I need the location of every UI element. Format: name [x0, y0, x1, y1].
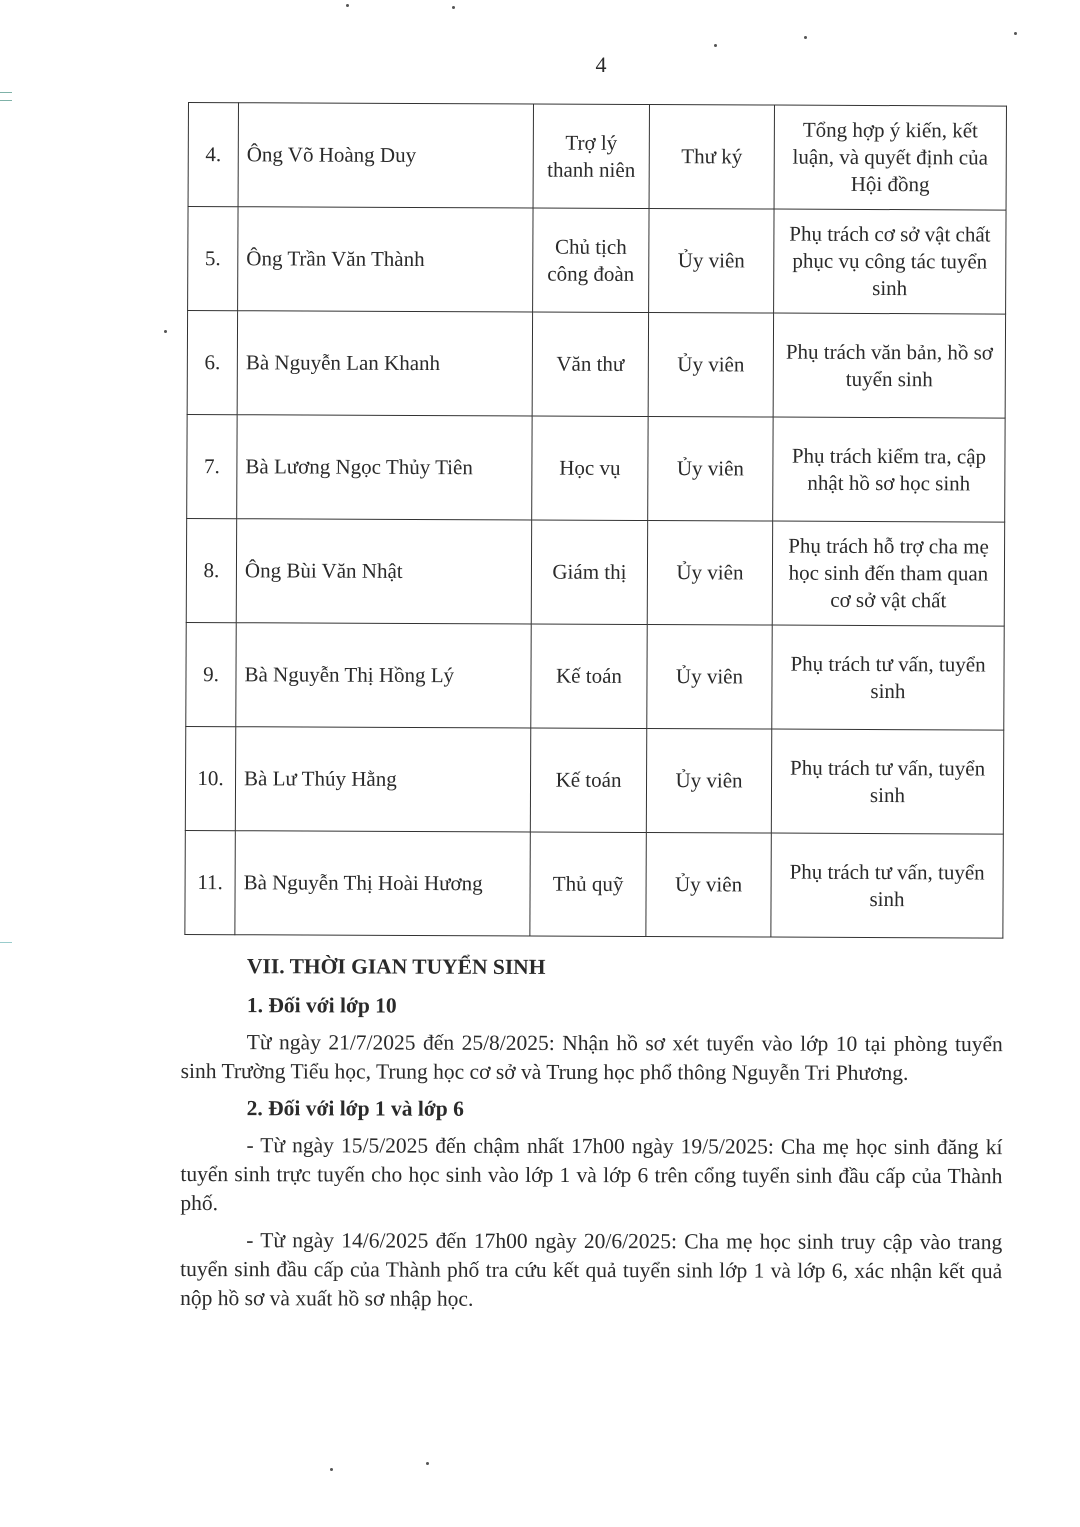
member-role: Ủy viên — [646, 833, 771, 938]
scan-speck — [714, 44, 717, 47]
member-name: Bà Nguyễn Thị Hoài Hương — [235, 831, 530, 936]
row-number: 8. — [186, 518, 236, 622]
member-name: Bà Nguyễn Lan Khanh — [237, 311, 532, 416]
scan-speck — [452, 6, 455, 9]
member-name: Bà Nguyễn Thị Hồng Lý — [236, 623, 531, 728]
member-task: Phụ trách văn bản, hồ sơ tuyển sinh — [773, 313, 1005, 418]
table-row — [187, 414, 1005, 522]
scan-speck — [330, 1468, 333, 1471]
row-number: 6. — [187, 311, 237, 415]
row-number: 9. — [186, 622, 236, 726]
paragraph-online-registration: - Từ ngày 15/5/2025 đến chậm nhất 17h00 ngày 19/5/2025: Cha mẹ học sinh đăng kí tuyển sinh trực tuyến cho học sinh vào lớp 1 và lớp 6 trên cổng tuyển sinh đầu cấp của Thành phố. — [180, 1133, 1003, 1216]
scan-speck — [804, 36, 807, 39]
member-role: Thư ký — [649, 105, 774, 210]
admission-schedule-section — [180, 952, 1003, 1323]
member-position: Thủ quỹ — [530, 832, 646, 937]
member-role: Ủy viên — [649, 209, 774, 314]
table-row — [186, 622, 1004, 730]
table-row — [185, 830, 1003, 938]
row-number: 5. — [188, 207, 238, 311]
paragraph-grade-10: Từ ngày 21/7/2025 đến 25/8/2025: Nhận hồ sơ xét tuyển vào lớp 10 tại phòng tuyển sinh Trường Tiểu học, Trung học cơ sở và Trung học phổ thông Nguyễn Tri Phương. — [180, 1030, 1003, 1085]
member-task: Phụ trách hỗ trợ cha mẹ học sinh đến tham quan cơ sở vật chất — [772, 521, 1004, 626]
member-name: Ông Võ Hoàng Duy — [238, 103, 533, 208]
member-position: Giám thị — [531, 520, 647, 625]
margin-mark — [0, 100, 12, 101]
row-number: 7. — [187, 414, 237, 518]
subsection-heading-grade-10: 1. Đối với lớp 10 — [246, 993, 397, 1018]
member-position: Học vụ — [532, 416, 648, 521]
member-task: Tổng hợp ý kiến, kết luận, và quyết định của Hội đồng — [774, 105, 1006, 210]
member-task: Phụ trách tư vấn, tuyển sinh — [771, 833, 1003, 938]
scan-speck — [1014, 32, 1017, 35]
margin-mark — [0, 92, 12, 93]
section-heading: VII. THỜI GIAN TUYỂN SINH — [246, 954, 546, 979]
member-task: Phụ trách cơ sở vật chất phục vụ công tác tuyển sinh — [774, 209, 1006, 314]
scan-speck — [164, 330, 167, 333]
member-name: Ông Bùi Văn Nhật — [236, 519, 531, 624]
member-position: Kế toán — [531, 624, 647, 729]
member-role: Ủy viên — [648, 313, 773, 418]
row-number: 10. — [185, 726, 235, 830]
paragraph-result-lookup: - Từ ngày 14/6/2025 đến 17h00 ngày 20/6/2025: Cha mẹ học sinh truy cập vào trang tuyển sinh đầu cấp của Thành phố tra cứu kết quả tuyển sinh lớp 1 và lớp 6, xác nhận kết quả nộp hồ sơ và xuất hồ sơ nhập học. — [180, 1228, 1003, 1311]
member-role: Ủy viên — [646, 729, 771, 834]
member-task: Phụ trách tư vấn, tuyển sinh — [772, 625, 1004, 730]
member-name: Bà Lư Thúy Hằng — [235, 727, 530, 832]
table-row — [188, 207, 1006, 315]
scan-speck — [426, 1462, 429, 1465]
member-task: Phụ trách kiểm tra, cập nhật hồ sơ học sinh — [773, 417, 1005, 522]
member-position: Văn thư — [532, 312, 648, 417]
margin-mark — [0, 942, 12, 943]
member-position: Chủ tịch công đoàn — [533, 208, 649, 313]
table-row — [186, 518, 1004, 626]
row-number: 11. — [185, 830, 235, 934]
member-position: Kế toán — [530, 728, 646, 833]
subsection-heading-grade-1-6: 2. Đối với lớp 1 và lớp 6 — [246, 1096, 464, 1121]
member-name: Bà Lương Ngọc Thủy Tiên — [237, 415, 532, 520]
row-number: 4. — [188, 103, 238, 207]
committee-table — [184, 102, 1007, 939]
member-role: Ủy viên — [648, 417, 773, 522]
member-name: Ông Trần Văn Thành — [238, 207, 533, 312]
table-row — [188, 103, 1006, 211]
table-row — [187, 311, 1005, 419]
member-role: Ủy viên — [647, 625, 772, 730]
page-number: 4 — [595, 52, 607, 77]
member-position: Trợ lý thanh niên — [533, 104, 649, 209]
scan-speck — [346, 4, 349, 7]
member-task: Phụ trách tư vấn, tuyển sinh — [771, 729, 1003, 834]
table-row — [185, 726, 1003, 834]
member-role: Ủy viên — [647, 521, 772, 626]
